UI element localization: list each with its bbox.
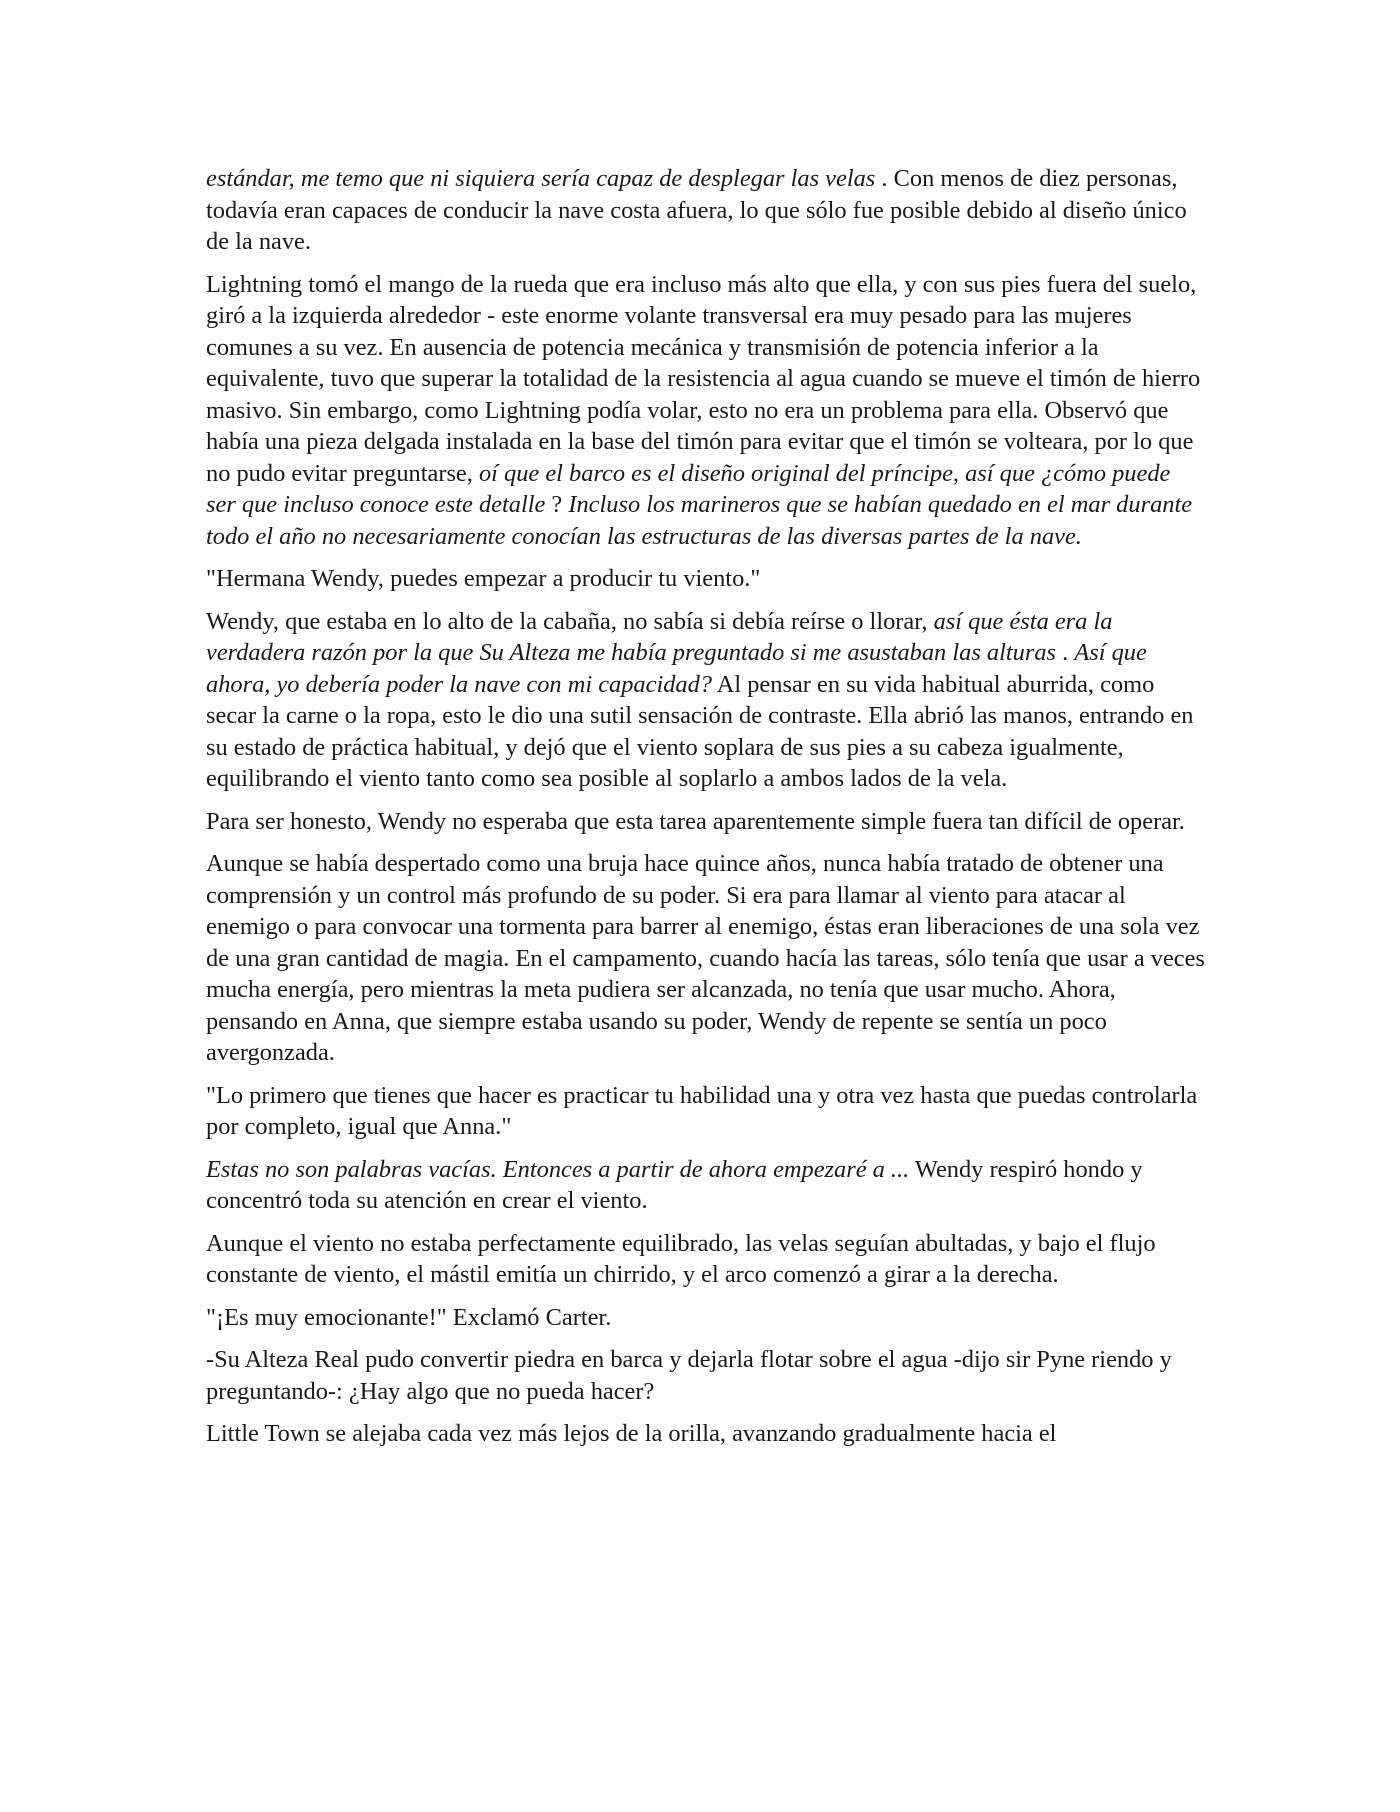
paragraph-3 (206, 563, 1206, 595)
paragraph-2 (206, 269, 1206, 553)
italic-text: Incluso los marineros que se habían quedado en el mar durante todo el año no necesariamente conocían las estructuras de las diversas partes de la nave. (206, 491, 1193, 550)
italic-text: oí que el barco es el diseño original del príncipe, así que ¿cómo puede ser que incluso conoce este detalle (206, 459, 1171, 518)
paragraph-5 (206, 806, 1206, 838)
paragraph-4 (206, 606, 1206, 795)
text: Al pensar en su vida habitual aburrida, como secar la carne o la ropa, esto le dio una sutil sensación de contraste. Ella abrió las manos, entrando en su estado de práctica habitual, y dejó que el viento soplara de sus pies a su cabeza igualmente, equilibrando el viento tanto como sea posible al soplarlo a ambos lados de la vela. (206, 670, 1194, 792)
paragraph-1 (206, 163, 1206, 258)
document-page (206, 163, 1206, 1461)
text: Aunque el viento no estaba perfectamente equilibrado, las velas seguían abultadas, y bajo el flujo constante de viento, el mástil emitía un chirrido, y el arco comenzó a girar a la derecha. (206, 1229, 1156, 1288)
text: -Su Alteza Real pudo convertir piedra en barca y dejarla flotar sobre el agua -dijo sir Pyne riendo y preguntando-: ¿Hay algo que no pueda hacer? (206, 1346, 1172, 1405)
italic-text: así que ésta era la verdadera razón por la que Su Alteza me había preguntado si me asustaban las alturas (206, 607, 1113, 666)
text: Para ser honesto, Wendy no esperaba que esta tarea aparentemente simple fuera tan difícil de operar. (206, 807, 1185, 835)
paragraph-10 (206, 1302, 1206, 1334)
text: "¡Es muy emocionante!" Exclamó Carter. (206, 1303, 612, 1331)
italic-text: Así que ahora, yo debería poder la nave con mi capacidad? (206, 639, 1147, 698)
text: ? (545, 491, 569, 518)
text: Aunque se había despertado como una bruja hace quince años, nunca había tratado de obtener una comprensión y un control más profundo de su poder. Si era para llamar al viento para atacar al enemigo o para convocar una tormenta para barrer al enemigo, éstas eran liberaciones de una sola vez de una gran cantidad de magia. En el campamento, cuando hacía las tareas, sólo tenía que usar a veces mucha energía, pero mientras la meta pudiera ser alcanzada, no tenía que usar mucho. Ahora, pensando en Anna, que siempre estaba usando su poder, Wendy de repente se sentía un poco avergonzada. (206, 850, 1205, 1066)
paragraph-9 (206, 1228, 1206, 1291)
paragraph-11 (206, 1344, 1206, 1407)
text: . (1056, 639, 1075, 666)
text: Little Town se alejaba cada vez más lejos de la orilla, avanzando gradualmente hacia el (206, 1420, 1057, 1447)
paragraph-12 (206, 1418, 1206, 1450)
text: Lightning tomó el mango de la rueda que era incluso más alto que ella, y con sus pies fuera del suelo, giró a la izquierda alrededor - este enorme volante transversal era muy pesado para las mujeres comunes a su vez. En ausencia de potencia mecánica y transmisión de potencia inferior a la equivalente, tuvo que superar la totalidad de la resistencia al agua cuando se mueve el timón de hierro masivo. Sin embargo, como Lightning podía volar, esto no era un problema para ella. Observó que había una pieza delgada instalada en la base del timón para evitar que el timón se volteara, por lo que no pudo evitar preguntarse, (206, 270, 1201, 487)
text: Wendy respiró hondo y concentró toda su atención en crear el viento. (206, 1155, 1143, 1214)
text: "Lo primero que tienes que hacer es practicar tu habilidad una y otra vez hasta que puedas controlarla por completo, igual que Anna." (206, 1081, 1198, 1140)
paragraph-7 (206, 1080, 1206, 1143)
italic-text: Estas no son palabras vacías. Entonces a partir de ahora empezaré a ... (206, 1155, 910, 1183)
text: . Con menos de diez personas, todavía eran capaces de conducir la nave costa afuera, lo que sólo fue posible debido al diseño único de la nave. (206, 165, 1187, 255)
paragraph-6 (206, 848, 1206, 1069)
paragraph-8 (206, 1154, 1206, 1217)
text: "Hermana Wendy, puedes empezar a producir tu viento." (206, 565, 761, 592)
text: Wendy, que estaba en lo alto de la cabaña, no sabía si debía reírse o llorar, (206, 607, 934, 635)
italic-text: estándar, me temo que ni siquiera sería capaz de desplegar las velas (206, 165, 876, 192)
